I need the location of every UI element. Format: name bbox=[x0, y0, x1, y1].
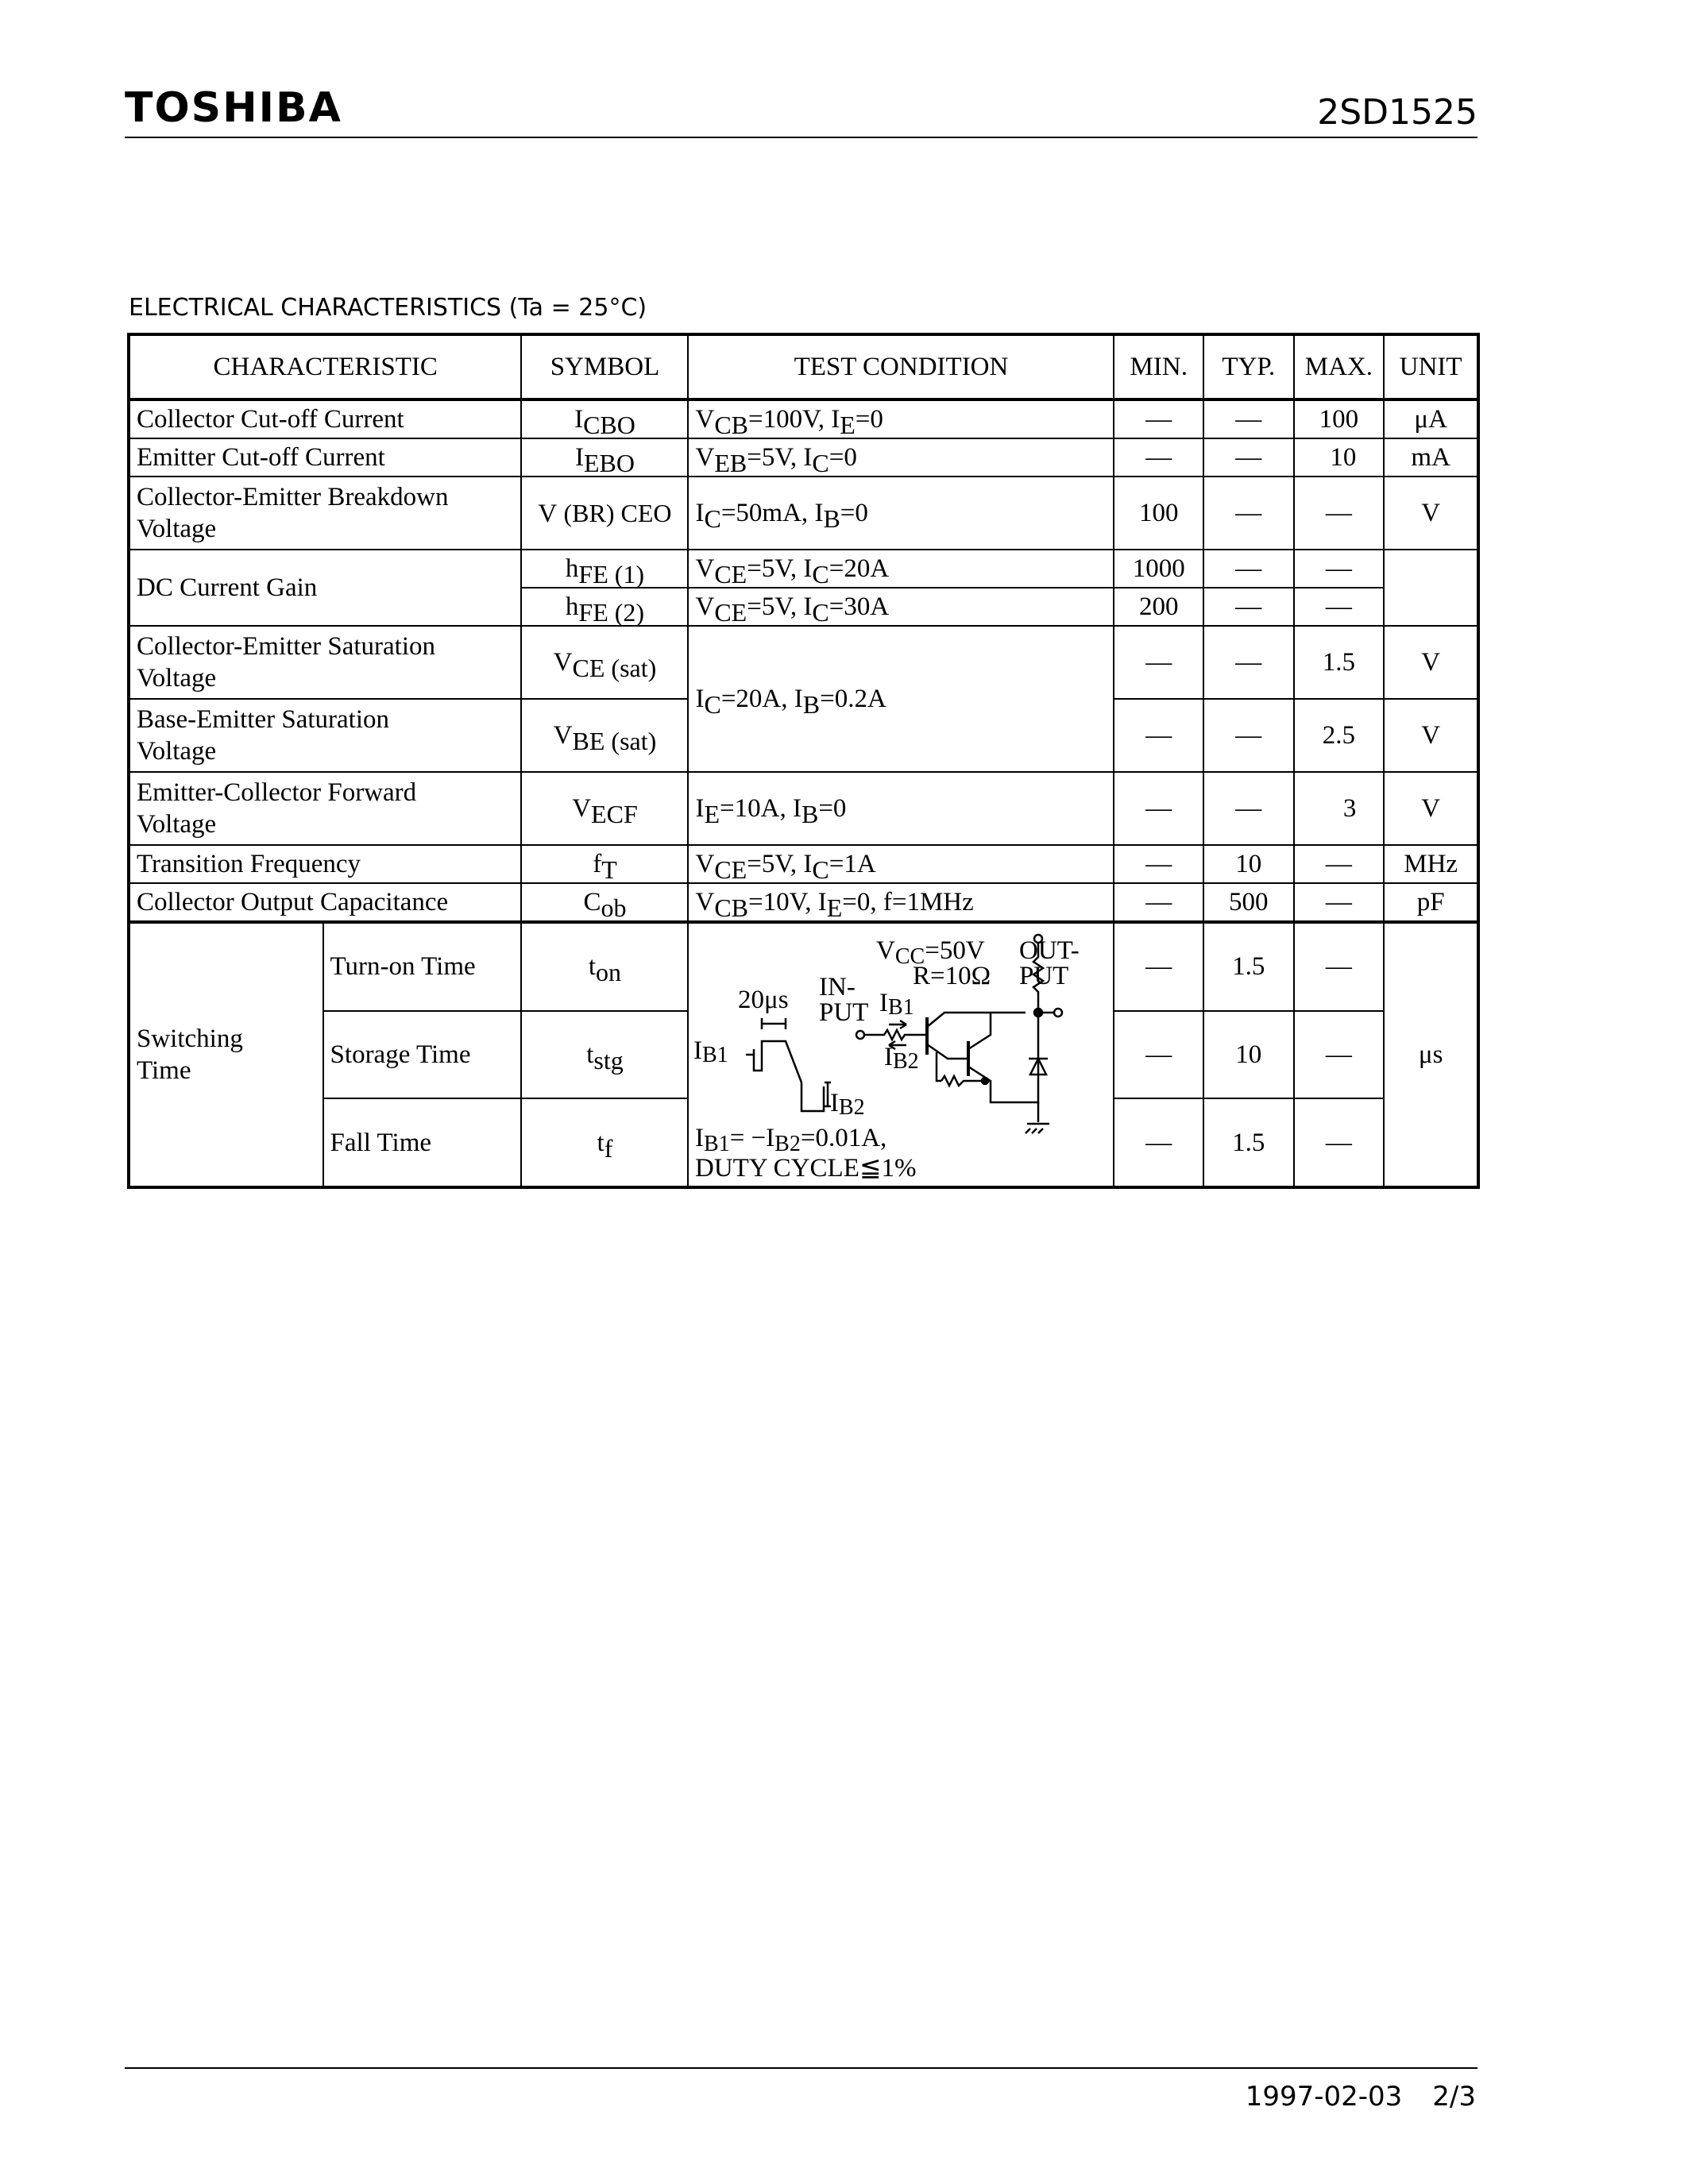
cond-subscript: E bbox=[826, 893, 843, 922]
min-vbesat: — bbox=[1114, 699, 1203, 772]
cond-saturation bbox=[688, 626, 1114, 772]
typ-hfe2: — bbox=[1203, 588, 1293, 626]
cond-value: =5V, bbox=[747, 554, 804, 583]
char-vbesat: Base-Emitter Saturation Voltage bbox=[129, 699, 521, 772]
circuit-note-current: IB1= −IB2=0.01A, bbox=[695, 1124, 887, 1156]
cond-subscript: C bbox=[704, 690, 721, 719]
q1-emitter bbox=[927, 1044, 968, 1059]
toshiba-logo: TOSHIBA bbox=[125, 84, 342, 132]
min-vbrceo: 100 bbox=[1114, 477, 1203, 550]
resistor-label: R=10Ω bbox=[913, 962, 991, 990]
q1-collector bbox=[927, 1013, 1026, 1027]
col-header-min: MIN. bbox=[1114, 334, 1203, 399]
cond-subscript: C bbox=[704, 504, 721, 533]
input-pulse-waveform bbox=[754, 1041, 802, 1082]
typ-icbo: — bbox=[1203, 399, 1293, 438]
symbol-vecf: $V_{ECF}$ bbox=[521, 772, 688, 845]
max-tstg: — bbox=[1294, 1011, 1385, 1099]
table-row bbox=[129, 477, 1478, 550]
symbol-tf: $t_f$ bbox=[521, 1098, 688, 1187]
table-row bbox=[129, 550, 1478, 588]
cond-symbol: V bbox=[695, 592, 715, 621]
cond-subscript: CB bbox=[714, 411, 748, 439]
symbol-ton: $t_{on}$ bbox=[521, 922, 688, 1011]
min-vcesat: — bbox=[1114, 626, 1203, 699]
unit-vbesat: V bbox=[1384, 699, 1478, 772]
symbol-vbesat: $V_{BE (sat)}$ bbox=[521, 699, 688, 772]
cond-iebo bbox=[688, 438, 1114, 477]
char-vbrceo: Collector-Emitter Breakdown Voltage bbox=[129, 477, 521, 550]
col-header-test-condition: TEST CONDITION bbox=[688, 334, 1114, 399]
typ-hfe1: — bbox=[1203, 550, 1293, 588]
cond-symbol: I bbox=[814, 499, 824, 527]
col-header-typ: TYP. bbox=[1203, 334, 1293, 399]
symbol-icbo: $I_{CBO}$ bbox=[521, 399, 688, 438]
label-fall-time: Fall Time bbox=[323, 1098, 522, 1187]
max-tf: — bbox=[1294, 1098, 1385, 1187]
cond-value: =5V, bbox=[747, 443, 804, 472]
col-header-symbol: SYMBOL bbox=[521, 334, 688, 399]
symbol-vbrceo: V (BR) CEO bbox=[521, 477, 688, 550]
ground-icon bbox=[1026, 1124, 1049, 1133]
cond-symbol: I bbox=[803, 443, 813, 472]
switching-time-group-label: Switching Time bbox=[129, 922, 323, 1187]
ib2-label: IB2 bbox=[884, 1043, 920, 1074]
cond-value: =0 bbox=[855, 405, 883, 434]
typ-cob: 500 bbox=[1203, 883, 1293, 922]
output-label-1: OUT- bbox=[1019, 936, 1080, 965]
input-resistor bbox=[864, 1030, 927, 1040]
table-row bbox=[129, 438, 1478, 477]
char-iebo: Emitter Cut-off Current bbox=[129, 438, 521, 477]
unit-vbrceo: V bbox=[1384, 477, 1478, 550]
cond-value: =0 bbox=[818, 794, 847, 823]
cond-value: =20A, bbox=[720, 685, 794, 713]
output-label-2: PUT bbox=[1019, 962, 1069, 990]
input-pulse-tail bbox=[802, 1082, 824, 1111]
max-hfe2: — bbox=[1294, 588, 1385, 626]
typ-ton: 1.5 bbox=[1203, 922, 1293, 1011]
switching-test-circuit bbox=[688, 922, 1114, 1187]
max-vbrceo: — bbox=[1294, 477, 1385, 550]
typ-vbesat: — bbox=[1203, 699, 1293, 772]
max-vecf: 3 bbox=[1294, 772, 1385, 845]
symbol-hfe2: $h_{FE (2)}$ bbox=[521, 588, 688, 626]
circuit-note-duty: DUTY CYCLE≦1% bbox=[695, 1154, 917, 1183]
max-ft: — bbox=[1294, 845, 1385, 883]
part-number: 2SD1525 bbox=[1317, 92, 1477, 133]
cond-vecf bbox=[688, 772, 1114, 845]
table-row bbox=[129, 399, 1478, 438]
symbol-hfe1: $h_{FE (1)}$ bbox=[521, 550, 688, 588]
cond-symbol: I bbox=[803, 850, 813, 878]
cond-value: =10V, bbox=[748, 888, 818, 916]
pulse-width-label: 20μs bbox=[738, 986, 790, 1014]
cond-symbol: I bbox=[803, 592, 813, 621]
symbol-tstg: $t_{stg}$ bbox=[521, 1011, 688, 1099]
col-header-unit: UNIT bbox=[1384, 334, 1478, 399]
cond-value: =50mA, bbox=[720, 499, 815, 527]
cond-subscript: C bbox=[812, 855, 829, 884]
cond-icbo bbox=[688, 399, 1114, 438]
typ-iebo: — bbox=[1203, 438, 1293, 477]
table-row bbox=[129, 922, 1478, 1011]
electrical-characteristics-table bbox=[127, 333, 1480, 1189]
table-row bbox=[129, 772, 1478, 845]
unit-vecf: V bbox=[1384, 772, 1478, 845]
char-dc-current-gain: DC Current Gain bbox=[129, 550, 521, 626]
unit-icbo: μA bbox=[1384, 399, 1478, 438]
cond-symbol: I bbox=[792, 794, 802, 823]
cond-value: =30A bbox=[829, 592, 890, 621]
header-rule bbox=[125, 137, 1477, 138]
typ-vbrceo: — bbox=[1203, 477, 1293, 550]
cond-subscript: C bbox=[812, 449, 829, 477]
table-row bbox=[129, 626, 1478, 699]
char-cob: Collector Output Capacitance bbox=[129, 883, 521, 922]
footer bbox=[1246, 2079, 1476, 2114]
ib1-label: IB1 bbox=[879, 989, 915, 1020]
output-terminal bbox=[1054, 1009, 1062, 1017]
cond-subscript: B bbox=[801, 800, 819, 828]
cond-subscript: CE bbox=[714, 560, 747, 588]
cond-subscript: C bbox=[812, 560, 829, 588]
col-header-max: MAX. bbox=[1294, 334, 1385, 399]
cond-symbol: I bbox=[794, 685, 803, 713]
char-icbo: Collector Cut-off Current bbox=[129, 399, 521, 438]
table-row bbox=[129, 883, 1478, 922]
cond-symbol: I bbox=[695, 499, 705, 527]
unit-hfe bbox=[1384, 550, 1478, 626]
table-row bbox=[129, 845, 1478, 883]
cond-subscript: CE bbox=[714, 855, 747, 884]
min-cob: — bbox=[1114, 883, 1203, 922]
col-header-characteristic: CHARACTERISTIC bbox=[129, 334, 521, 399]
char-vcesat: Collector-Emitter Saturation Voltage bbox=[129, 626, 521, 699]
q2-collector bbox=[968, 1013, 991, 1049]
typ-vecf: — bbox=[1203, 772, 1293, 845]
q2-emitter bbox=[968, 1067, 1026, 1102]
min-icbo: — bbox=[1114, 399, 1203, 438]
unit-vcesat: V bbox=[1384, 626, 1478, 699]
cond-cob bbox=[688, 883, 1114, 922]
cond-subscript: C bbox=[812, 598, 829, 627]
cond-value: =100V, bbox=[748, 405, 832, 434]
max-vbesat: 2.5 bbox=[1294, 699, 1385, 772]
switching-circuit-diagram bbox=[689, 924, 1113, 1186]
max-ton: — bbox=[1294, 922, 1385, 1011]
min-tstg: — bbox=[1114, 1011, 1203, 1099]
cond-symbol: I bbox=[695, 685, 705, 713]
cond-symbol: I bbox=[803, 554, 813, 583]
cond-subscript: E bbox=[704, 800, 720, 828]
ib1-arrow bbox=[889, 1021, 906, 1028]
cond-symbol: V bbox=[695, 554, 715, 583]
cond-hfe1 bbox=[688, 550, 1114, 588]
unit-iebo: mA bbox=[1384, 438, 1478, 477]
cond-symbol: V bbox=[695, 850, 715, 878]
symbol-ft: $f_T$ bbox=[521, 845, 688, 883]
section-title: ELECTRICAL CHARACTERISTICS (Ta = 25°C) bbox=[129, 294, 647, 322]
cond-subscript: CE bbox=[714, 598, 747, 627]
min-hfe1: 1000 bbox=[1114, 550, 1203, 588]
min-tf: — bbox=[1114, 1098, 1203, 1187]
pulse-ib1-label: IB1 bbox=[693, 1036, 729, 1067]
input-label-2: PUT bbox=[819, 998, 869, 1027]
max-cob: — bbox=[1294, 883, 1385, 922]
cond-subscript: B bbox=[823, 504, 840, 533]
footer-rule bbox=[125, 2067, 1477, 2069]
min-iebo: — bbox=[1114, 438, 1203, 477]
typ-tstg: 10 bbox=[1203, 1011, 1293, 1099]
label-turn-on-time: Turn-on Time bbox=[323, 922, 522, 1011]
footer-page-number: 2/3 bbox=[1432, 2081, 1476, 2113]
cond-symbol: V bbox=[695, 405, 715, 434]
header-row bbox=[129, 334, 1478, 399]
typ-ft: 10 bbox=[1203, 845, 1293, 883]
cond-symbol: I bbox=[831, 405, 840, 434]
footer-date: 1997-02-03 bbox=[1245, 2081, 1403, 2113]
char-vecf: Emitter-Collector Forward Voltage bbox=[129, 772, 521, 845]
symbol-cob: $C_{ob}$ bbox=[521, 883, 688, 922]
max-hfe1: — bbox=[1294, 550, 1385, 588]
vcc-label: VCC=50V bbox=[876, 936, 986, 969]
min-hfe2: 200 bbox=[1114, 588, 1203, 626]
cond-value: =10A, bbox=[720, 794, 793, 823]
min-ft: — bbox=[1114, 845, 1203, 883]
typ-tf: 1.5 bbox=[1203, 1098, 1293, 1187]
cond-value: =0 bbox=[840, 499, 868, 527]
char-ft: Transition Frequency bbox=[129, 845, 521, 883]
unit-switching: μs bbox=[1384, 922, 1478, 1187]
label-storage-time: Storage Time bbox=[323, 1011, 522, 1099]
cond-symbol: I bbox=[695, 794, 705, 823]
cond-value: =1A bbox=[829, 850, 876, 878]
cond-subscript: B bbox=[802, 690, 821, 719]
cond-symbol: V bbox=[695, 888, 715, 916]
cond-subscript: CB bbox=[714, 893, 748, 922]
cond-symbol: V bbox=[695, 443, 715, 472]
cond-hfe2 bbox=[688, 588, 1114, 626]
typ-vcesat: — bbox=[1203, 626, 1293, 699]
symbol-iebo: $I_{EBO}$ bbox=[521, 438, 688, 477]
cond-vbrceo bbox=[688, 477, 1114, 550]
cond-value: =0, f=1MHz bbox=[842, 888, 974, 916]
unit-cob: pF bbox=[1384, 883, 1478, 922]
cond-value: =0 bbox=[829, 443, 857, 472]
max-iebo: 10 bbox=[1294, 438, 1385, 477]
cond-value: =5V, bbox=[747, 850, 804, 878]
min-vecf: — bbox=[1114, 772, 1203, 845]
input-terminal bbox=[856, 1031, 864, 1039]
cond-ft bbox=[688, 845, 1114, 883]
max-vcesat: 1.5 bbox=[1294, 626, 1385, 699]
min-ton: — bbox=[1114, 922, 1203, 1011]
pulse-ib2-label: IB2 bbox=[830, 1089, 866, 1120]
cond-value: =20A bbox=[829, 554, 890, 583]
max-icbo: 100 bbox=[1294, 399, 1385, 438]
cond-symbol: I bbox=[817, 888, 827, 916]
unit-ft: MHz bbox=[1384, 845, 1478, 883]
input-label-1: IN- bbox=[819, 973, 856, 1001]
cond-value: =5V, bbox=[747, 592, 804, 621]
cond-value: =0.2A bbox=[820, 685, 886, 713]
symbol-vcesat: $V_{CE (sat)}$ bbox=[521, 626, 688, 699]
cond-subscript: E bbox=[840, 411, 856, 439]
cond-subscript: EB bbox=[714, 449, 747, 477]
